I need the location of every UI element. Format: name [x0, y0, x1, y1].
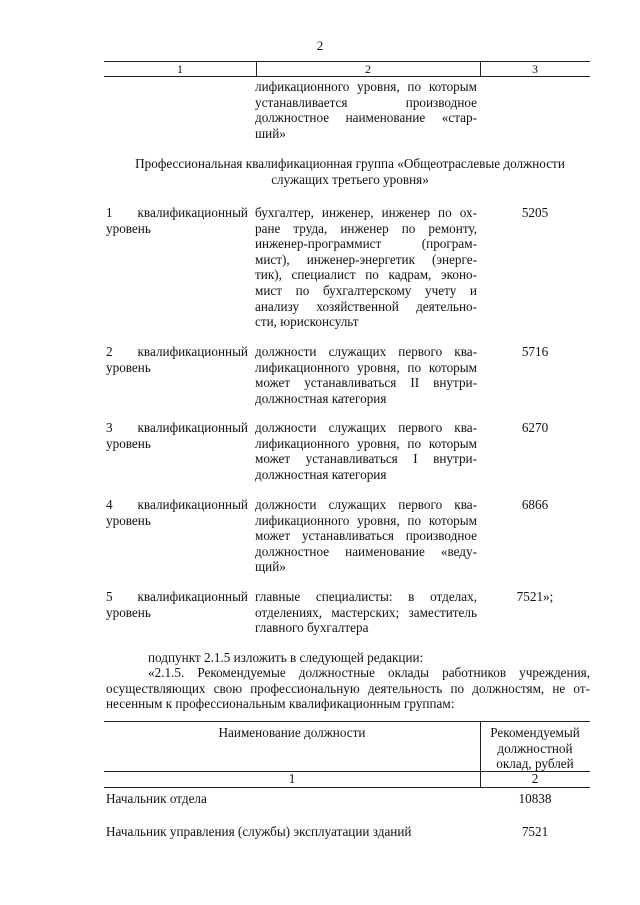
level-salary: 6270	[521, 420, 549, 435]
level-word: уровень	[106, 220, 151, 236]
text-line: «2.1.5. Рекомендуемые должностные оклады работников учреждения,	[148, 665, 590, 680]
salary-table-header	[104, 721, 590, 788]
group-title-line: Профессиональная квалификационная группа «Общеотраслевые должности	[135, 156, 565, 171]
level-description	[255, 344, 477, 406]
level-salary: 5716	[521, 344, 549, 359]
level-label	[106, 589, 248, 620]
text-line: лификационного уровня, по которым	[255, 79, 477, 94]
level-number: 4	[106, 497, 113, 512]
text-line: мист), инженер-энергетик (энерге-	[255, 251, 477, 267]
level-word: уровень	[106, 604, 151, 620]
text-line: лификационного уровня, по которым	[255, 435, 477, 451]
group-title	[110, 156, 590, 187]
text-line: должностная категория	[255, 466, 387, 482]
text-line: сти, юрисконсульт	[255, 314, 359, 330]
table-row-salary: 7521	[521, 824, 549, 839]
column-number-2: 2	[531, 771, 539, 786]
level-salary: 5205	[521, 205, 549, 220]
level-description	[255, 589, 477, 636]
level-word: квалификационный	[137, 205, 248, 220]
level-word: уровень	[106, 435, 151, 451]
salary-header-line: должностной	[497, 740, 573, 756]
table-row-name: Начальник отдела	[106, 791, 207, 806]
text-line: главные специалисты: в отделах,	[255, 589, 477, 604]
text-line: инженер-программист (програм-	[255, 236, 477, 252]
level-salary: 7521»;	[516, 589, 554, 604]
level-description	[255, 205, 477, 330]
clause-text	[106, 665, 590, 712]
text-line: несенным к профессиональным квалификационным группам:	[106, 696, 455, 712]
table-header-row	[104, 61, 590, 77]
text-line: лификационного уровня, по которым	[255, 359, 477, 375]
page-number: 2	[316, 38, 324, 53]
text-line: устанавливается производное	[255, 94, 477, 110]
group-title-line: служащих третьего уровня»	[271, 171, 429, 187]
level-word: квалификационный	[137, 589, 248, 604]
level-label	[106, 205, 248, 236]
level-number: 2	[106, 344, 113, 359]
level-number: 3	[106, 420, 113, 435]
level-number: 5	[106, 589, 113, 604]
text-line: должностное наименование «стар-	[255, 110, 477, 126]
column-header-2: 2	[365, 62, 371, 76]
text-line: мист по бухгалтерскому учету и	[255, 282, 477, 298]
text-line: должности служащих первого ква-	[255, 420, 477, 435]
text-line: отделениях, мастерских; заместитель	[255, 604, 477, 620]
continuation-text	[255, 79, 477, 141]
salary-header-line: оклад, рублей	[496, 756, 574, 772]
text-line: ране труда, инженер по ремонту,	[255, 220, 477, 236]
level-label	[106, 420, 248, 451]
level-word: квалификационный	[137, 344, 248, 359]
text-line: должностная категория	[255, 390, 387, 406]
column-number-1: 1	[288, 771, 296, 786]
level-label	[106, 497, 248, 528]
salary-header	[480, 725, 590, 772]
level-label	[106, 344, 248, 375]
column-header-1: 1	[177, 62, 183, 76]
text-line: должности служащих первого ква-	[255, 344, 477, 359]
level-word: квалификационный	[137, 420, 248, 435]
level-description	[255, 420, 477, 482]
subparagraph-text: подпункт 2.1.5 изложить в следующей редакции:	[148, 650, 424, 665]
position-name-header: Наименование должности	[218, 725, 366, 740]
text-line: щий»	[255, 559, 286, 575]
level-description	[255, 497, 477, 575]
text-line: тик), специалист по кадрам, эконо-	[255, 267, 477, 283]
text-line: бухгалтер, инженер, инженер по ох-	[255, 205, 477, 220]
column-header-3: 3	[532, 62, 538, 76]
text-line: может устанавливаться II внутри-	[255, 375, 477, 391]
text-line: лификационного уровня, по которым	[255, 512, 477, 528]
salary-header-line: Рекомендуемый	[490, 725, 580, 740]
text-line: должностное наименование «веду-	[255, 543, 477, 559]
level-number: 1	[106, 205, 113, 220]
text-line: ший»	[255, 125, 286, 141]
level-salary: 6866	[521, 497, 549, 512]
text-line: может устанавливаться I внутри-	[255, 451, 477, 467]
text-line: может устанавливаться производное	[255, 528, 477, 544]
level-word: уровень	[106, 359, 151, 375]
table-row-name: Начальник управления (службы) эксплуатации зданий	[106, 824, 412, 839]
level-word: квалификационный	[137, 497, 248, 512]
table-row-salary: 10838	[518, 791, 552, 806]
level-word: уровень	[106, 512, 151, 528]
text-line: осуществляющих свою профессиональную деятельность по должностям, не от-	[106, 680, 590, 696]
text-line: должности служащих первого ква-	[255, 497, 477, 512]
text-line: главного бухгалтера	[255, 620, 369, 636]
text-line: анализу хозяйственной деятельно-	[255, 298, 477, 314]
